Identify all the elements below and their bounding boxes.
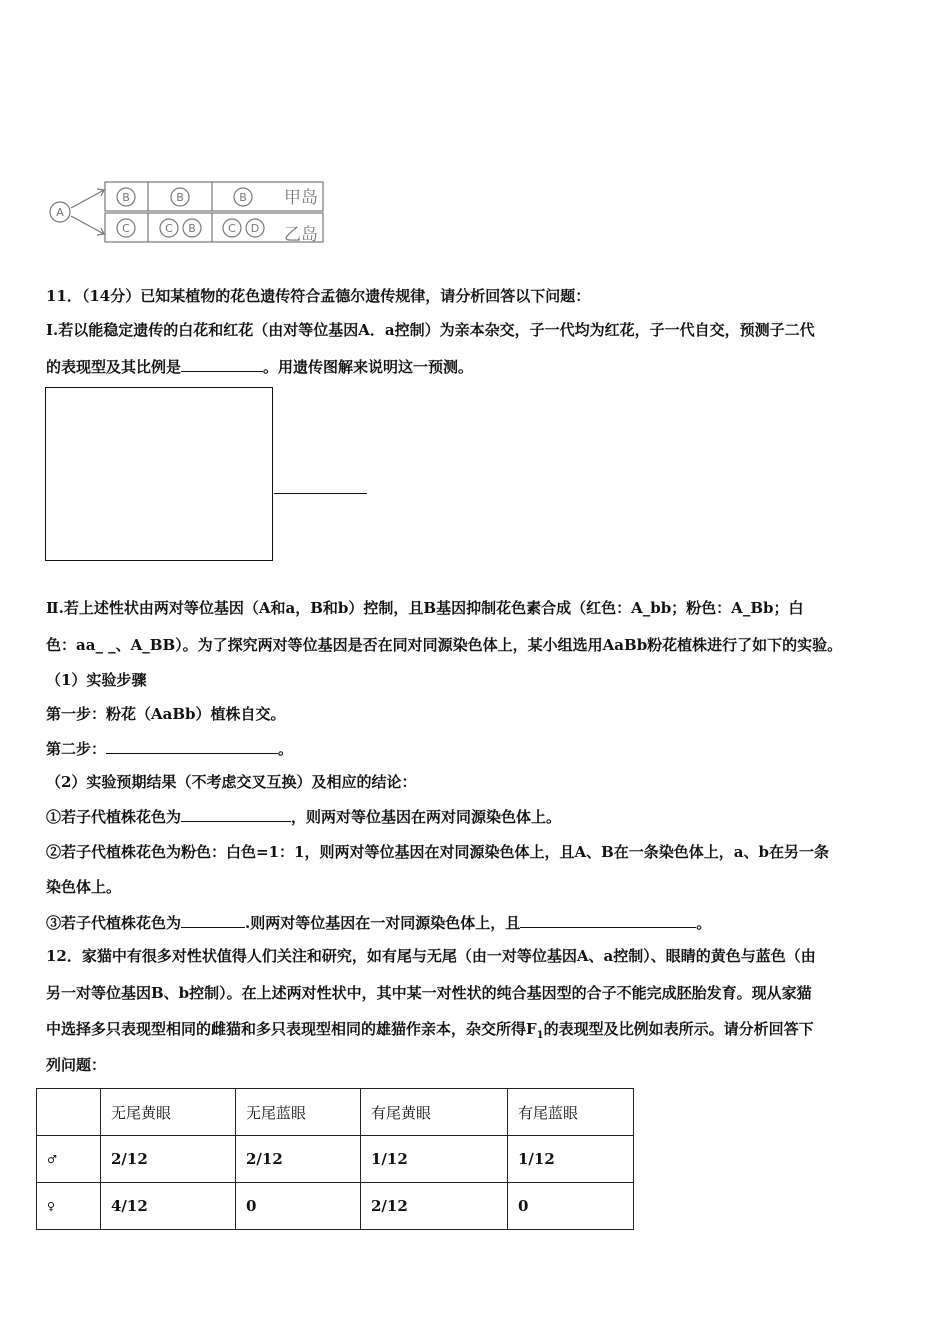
table-header-row xyxy=(37,1089,634,1136)
step-title: （1）实验步骤 xyxy=(46,671,147,689)
result-three: ③若子代植株花色为 .则两对等位基因在一对同源染色体上，且 。 xyxy=(46,914,712,932)
q11-part2-line2: 色：aa_ _、A_BB）。为了探究两对等位基因是否在同对同源染色体上，某小组选用AaBb粉花植株进行了如下的实验。 xyxy=(46,636,843,654)
table-cell: 0 xyxy=(508,1183,634,1230)
island-yi-label: 乙岛 xyxy=(284,225,318,245)
answer-blank[interactable] xyxy=(520,912,696,928)
table-cell: 2/12 xyxy=(361,1183,508,1230)
table-cell: 2/12 xyxy=(101,1136,236,1183)
species-label: C xyxy=(165,222,173,235)
step-one: 第一步：粉花（AaBb）植株自交。 xyxy=(46,705,286,723)
male-symbol: ♂ xyxy=(37,1136,101,1183)
species-label: B xyxy=(176,191,184,204)
table-cell: 1/12 xyxy=(508,1136,634,1183)
species-label: C xyxy=(122,222,130,235)
answer-blank[interactable] xyxy=(181,912,245,928)
result-title: （2）实验预期结果（不考虑交叉互换）及相应的结论： xyxy=(46,773,417,791)
island-jia-label: 甲岛 xyxy=(284,188,318,208)
species-label: C xyxy=(228,222,236,235)
table-cell: 1/12 xyxy=(361,1136,508,1183)
q11-header: 11．（14分）已知某植物的花色遗传符合孟德尔遗传规律，请分析回答以下问题： xyxy=(46,287,591,305)
answer-blank[interactable] xyxy=(181,806,291,822)
step-two: 第二步： 。 xyxy=(46,740,294,758)
answer-blank[interactable] xyxy=(106,738,278,754)
q12-line1: 12．家猫中有很多对性状值得人们关注和研究，如有尾与无尾（由一对等位基因A、a控制）、眼睛的黄色与蓝色（由 xyxy=(46,947,816,965)
result-two-line1: ②若子代植株花色为粉色：白色=1：1，则两对等位基因在对同源染色体上，且A、B在一条染色体上，a、b在另一条 xyxy=(46,843,829,861)
phenotype-table xyxy=(36,1088,634,1230)
table-header-cell: 有尾黄眼 xyxy=(361,1089,508,1136)
answer-blank[interactable] xyxy=(181,356,263,372)
species-label: D xyxy=(250,222,260,235)
q12-line3: 中选择多只表现型相同的雌猫和多只表现型相同的雄猫作亲本，杂交所得$F_1$的表现型及比例如表所示。请分析回答下 xyxy=(46,1020,814,1041)
female-symbol: ♀ xyxy=(37,1183,101,1230)
table-cell: 2/12 xyxy=(236,1136,361,1183)
q11-part1-line2: 的表现型及其比例是 。用遗传图解来说明这一预测。 xyxy=(46,358,474,376)
species-label: B xyxy=(239,191,247,204)
genetic-diagram-answer-box[interactable] xyxy=(45,387,273,561)
table-header-cell xyxy=(37,1089,101,1136)
q12-line2: 另一对等位基因B、b控制）。在上述两对性状中，其中某一对性状的纯合基因型的合子不能完成胚胎发育。现从家猫 xyxy=(46,984,812,1002)
answer-box-line xyxy=(274,493,367,494)
species-label: A xyxy=(56,206,64,219)
table-header-cell: 无尾蓝眼 xyxy=(236,1089,361,1136)
q11-part1-line1: Ⅰ.若以能稳定遗传的白花和红花（由对等位基因A．a控制）为亲本杂交，子一代均为红花，子一代自交，预测子二代 xyxy=(46,321,815,339)
q11-part2-line1: Ⅱ.若上述性状由两对等位基因（A和a，B和b）控制，且B基因抑制花色素合成（红色：A_bb；粉色：A_Bb；白 xyxy=(46,599,804,617)
species-label: B xyxy=(188,222,196,235)
result-two-line2: 染色体上。 xyxy=(46,878,122,896)
q12-line4: 列问题： xyxy=(46,1056,107,1074)
table-cell: 0 xyxy=(236,1183,361,1230)
island-diagram xyxy=(44,178,334,246)
table-header-cell: 有尾蓝眼 xyxy=(508,1089,634,1136)
species-label: B xyxy=(122,191,130,204)
table-cell: 4/12 xyxy=(101,1183,236,1230)
table-row xyxy=(37,1183,634,1230)
result-one: ①若子代植株花色为 ，则两对等位基因在两对同源染色体上。 xyxy=(46,808,562,826)
table-header-cell: 无尾黄眼 xyxy=(101,1089,236,1136)
table-row xyxy=(37,1136,634,1183)
